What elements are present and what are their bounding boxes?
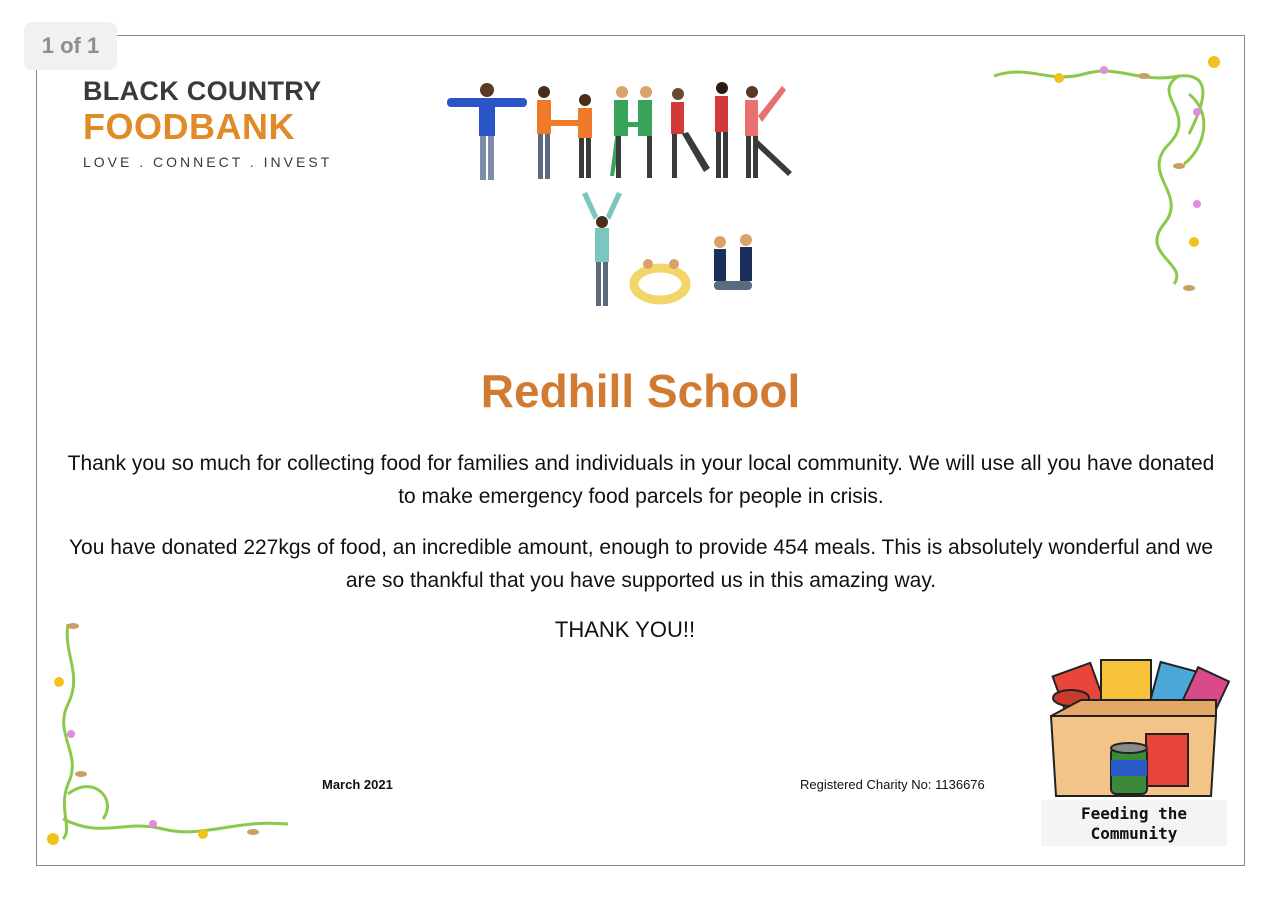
certificate-date: March 2021: [322, 777, 393, 792]
charity-number: Registered Charity No: 1136676: [800, 777, 985, 792]
letter-k-figures: [745, 86, 792, 178]
letter-h-figures: [537, 86, 592, 179]
feeding-the-community-label: [1041, 800, 1227, 846]
closing-thank-you: THANK YOU!!: [554, 617, 696, 642]
page-indicator: 1 of 1: [24, 22, 117, 70]
letter-a-figures: [610, 86, 652, 178]
certificate-page: [36, 35, 1245, 866]
donation-summary-paragraph: You have donated 227kgs of food, an incredible amount, enough to provide 454 meals. This is absolutely wonderful and we are so thankful that you have supported us in this amazing way.: [68, 536, 1214, 592]
logo-tagline: LOVE . CONNECT . INVEST: [83, 154, 333, 170]
food-box-illustration: [1041, 656, 1231, 801]
vine-corner-decoration-top-right: [989, 54, 1229, 294]
recipient-name: Redhill School: [480, 365, 801, 417]
letter-u-figures: [714, 234, 752, 290]
letter-n-figures: [671, 82, 728, 178]
foodbank-logo: [83, 76, 345, 211]
letter-y-figure: [582, 192, 622, 306]
vine-corner-decoration-bottom-left: [43, 614, 293, 846]
logo-title-line1: BLACK COUNTRY: [83, 76, 322, 106]
logo-title-line2: FOODBANK: [83, 106, 295, 147]
thank-you-paragraph: Thank you so much for collecting food for families and individuals in your local community. We will use all you have donated to make emergency food parcels for people in crisis.: [67, 452, 1215, 508]
letter-t-figure: [447, 83, 527, 180]
thank-you-children-illustration: [442, 76, 812, 308]
letter-o-figures: [634, 259, 686, 300]
feeding-label-line1: Feeding the: [1081, 804, 1187, 823]
feeding-label-line2: Community: [1090, 824, 1178, 843]
